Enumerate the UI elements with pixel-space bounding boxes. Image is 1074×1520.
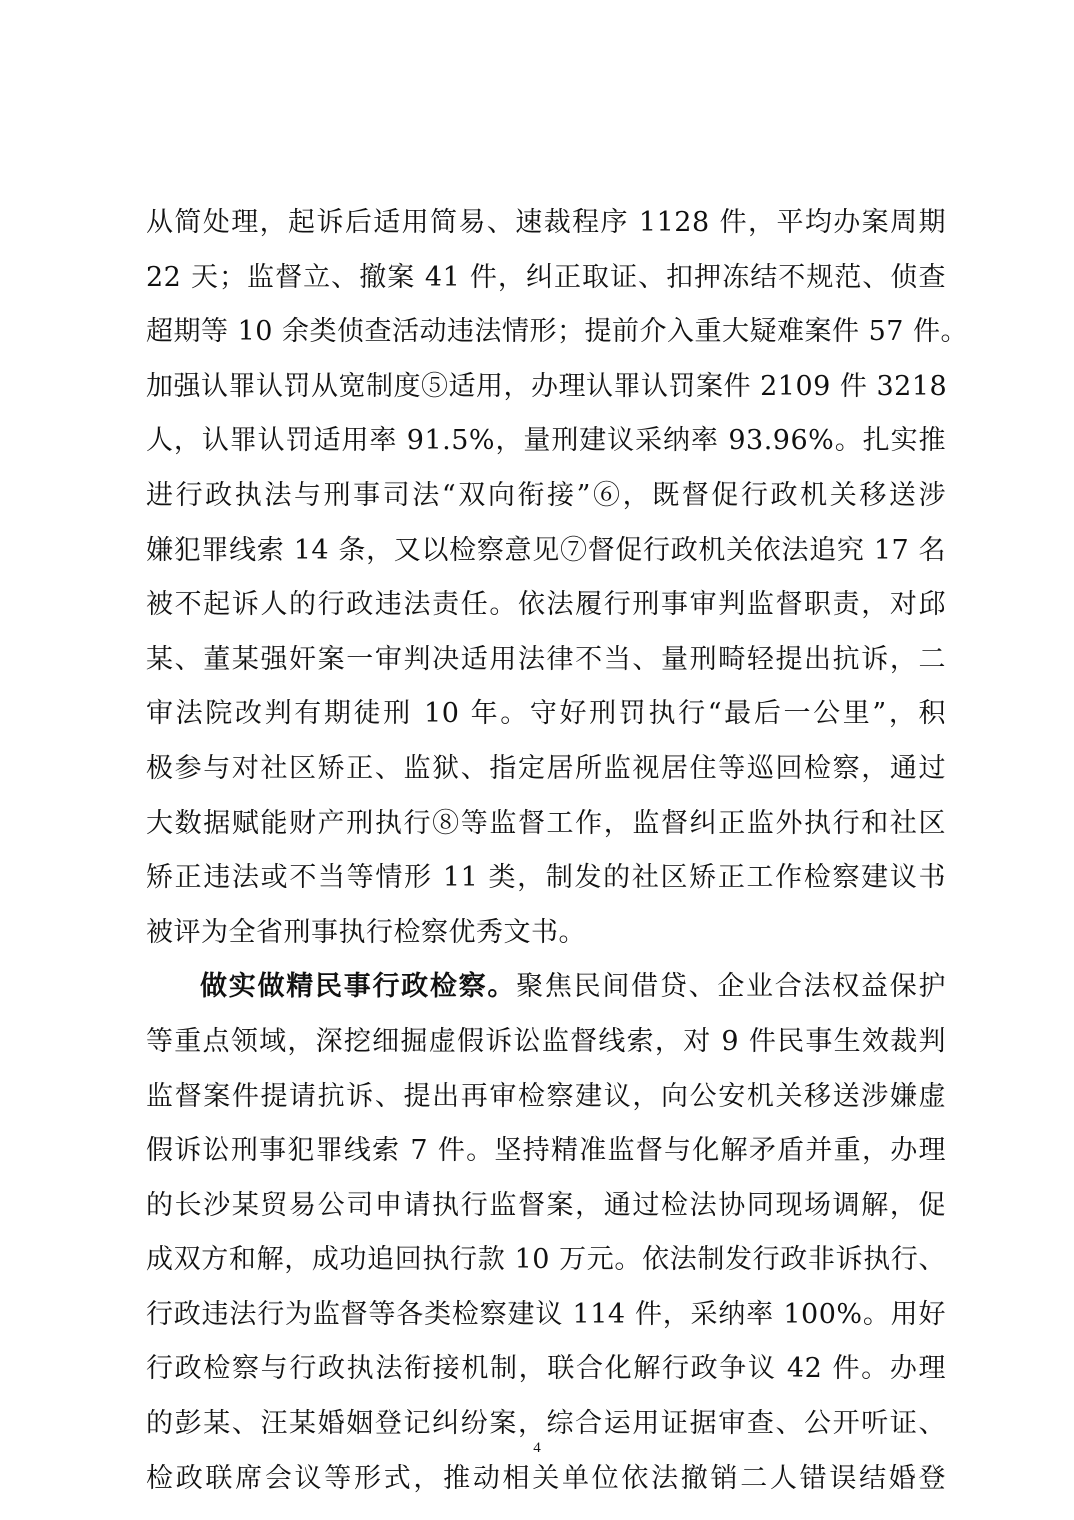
text-line: 大数据赋能财产刑执行⑧等监督工作，监督纠正监外执行和社区 [146, 807, 946, 839]
text-line: 22 天；监督立、撤案 41 件，纠正取证、扣押冻结不规范、侦查 [146, 261, 946, 293]
text-line: 检政联席会议等形式，推动相关单位依法撤销二人错误结婚登 [146, 1462, 946, 1494]
text-line: 超期等 10 余类侦查活动违法情形；提前介入重大疑难案件 57 件。 [146, 316, 969, 348]
text-line: 监督案件提请抗诉、提出再审检察建议，向公安机关移送涉嫌虚 [146, 1080, 946, 1112]
text-line: 等重点领域，深挖细掘虚假诉讼监督线索，对 9 件民事生效裁判 [146, 1025, 946, 1057]
text-line: 成双方和解，成功追回执行款 10 万元。依法制发行政非诉执行、 [146, 1244, 946, 1276]
text-line: 加强认罪认罚从宽制度⑤适用，办理认罪认罚案件 2109 件 3218 [146, 370, 948, 402]
page-number: 4 [533, 1440, 541, 1456]
text-line: 嫌犯罪线索 14 条，又以检察意见⑦督促行政机关依法追究 17 名 [146, 534, 946, 566]
section-first-line [146, 960, 946, 1015]
text-line: 从简处理，起诉后适用简易、速裁程序 1128 件，平均办案周期 [146, 207, 946, 238]
body-text [146, 196, 969, 1506]
text-line: 矫正违法或不当等情形 11 类，制发的社区矫正工作检察建议书 [146, 862, 946, 894]
text-line: 某、董某强奸案一审判决适用法律不当、量刑畸轻提出抗诉，二 [146, 643, 946, 675]
text-line: 的彭某、汪某婚姻登记纠纷案，综合运用证据审查、公开听证、 [146, 1408, 946, 1440]
text-line: 被评为全省刑事执行检察优秀文书。 [146, 916, 586, 948]
text-line: 审法院改判有期徒刑 10 年。守好刑罚执行“最后一公里”，积 [146, 698, 946, 730]
text-line: 被不起诉人的行政违法责任。依法履行刑事审判监督职责，对邱 [146, 589, 946, 621]
text-line: 进行政执法与刑事司法“双向衔接”⑥，既督促行政机关移送涉 [146, 479, 946, 511]
section-heading: 做实做精民事行政检察。 [200, 971, 517, 1003]
text-line: 假诉讼刑事犯罪线索 7 件。坚持精准监督与化解矛盾并重，办理 [146, 1135, 946, 1167]
text-line: 行政违法行为监督等各类检察建议 114 件，采纳率 100%。用好 [146, 1298, 946, 1330]
text-line: 行政检察与行政执法衔接机制，联合化解行政争议 42 件。办理 [146, 1353, 946, 1385]
text-line: 的长沙某贸易公司申请执行监督案，通过检法协同现场调解，促 [146, 1189, 946, 1221]
text-line: 人，认罪认罚适用率 91.5%，量刑建议采纳率 93.96%。扎实推 [146, 425, 946, 457]
section-first-line-text: 聚焦民间借贷、企业合法权益保护 [516, 971, 947, 1003]
text-line: 极参与对社区矫正、监狱、指定居所监视居住等巡回检察，通过 [146, 752, 946, 784]
